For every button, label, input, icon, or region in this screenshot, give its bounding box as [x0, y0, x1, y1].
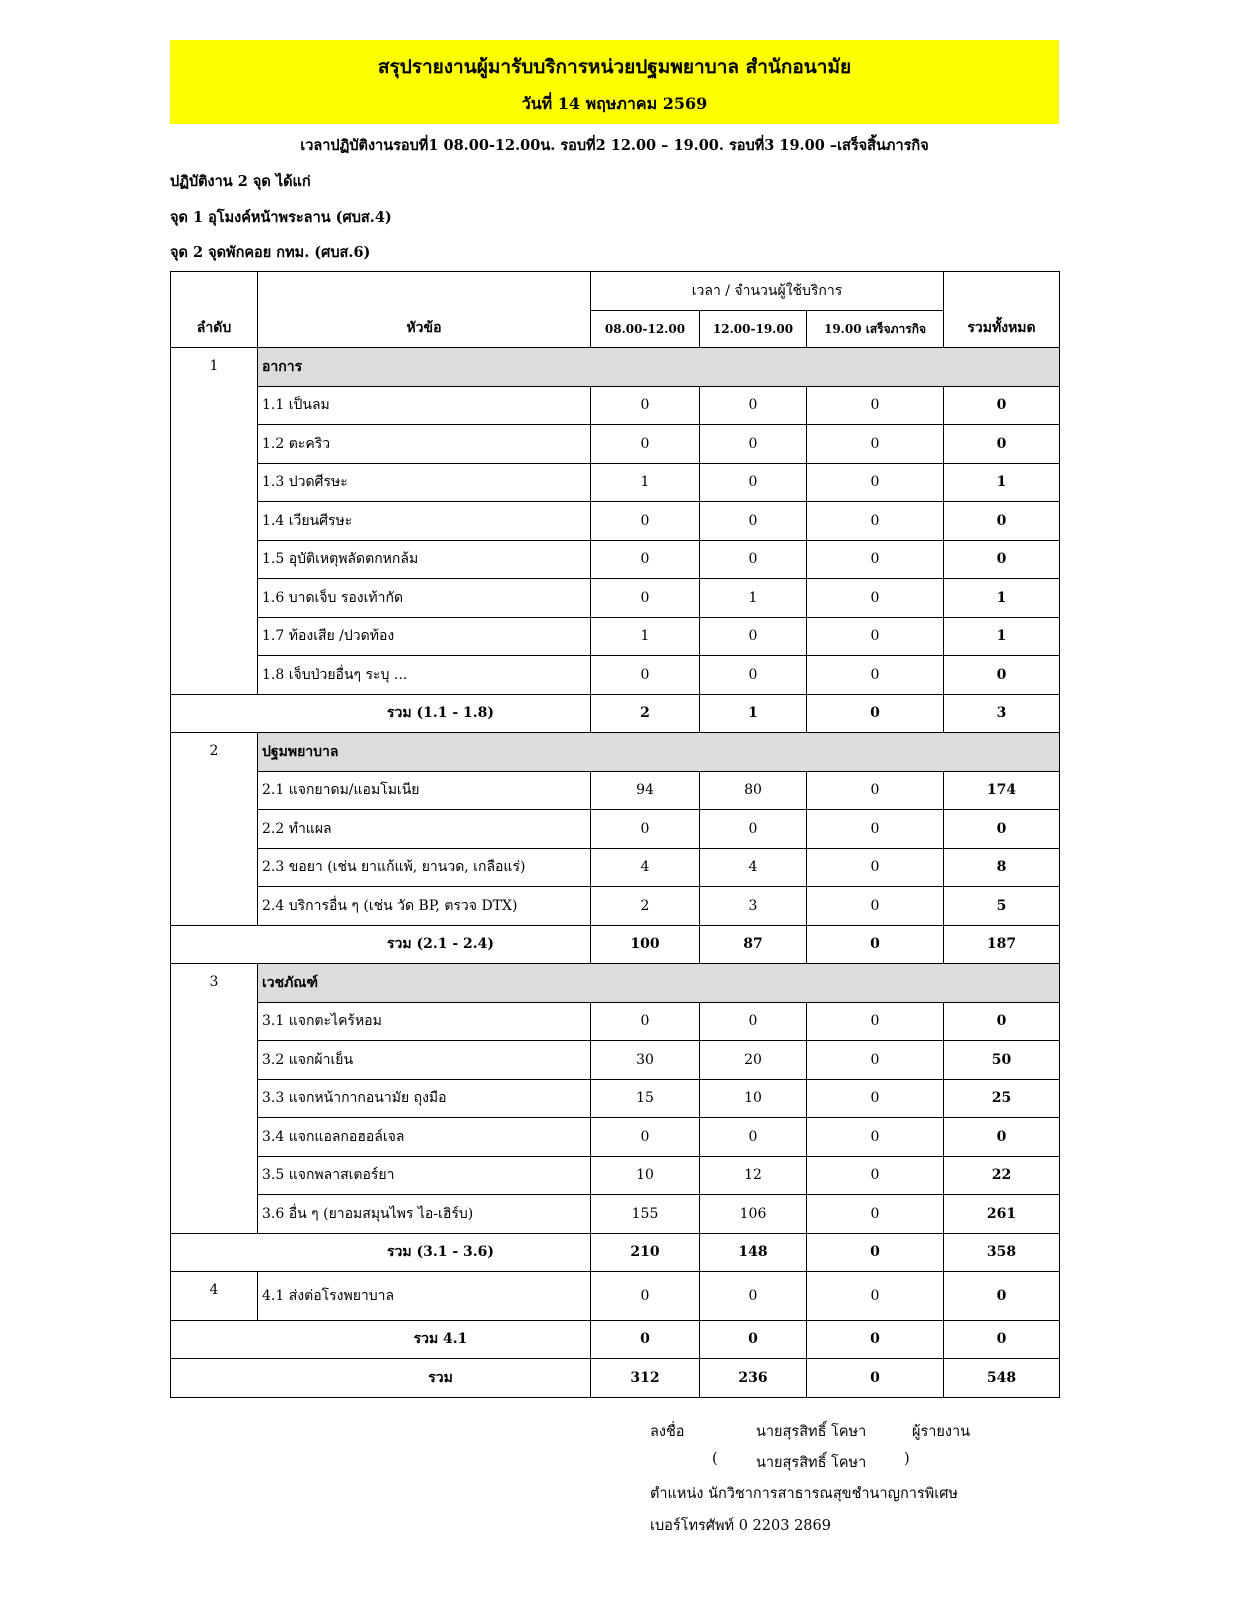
subtotal-total: 358: [944, 1233, 1060, 1272]
row-p2: 80: [700, 771, 807, 810]
row-total: 261: [944, 1195, 1060, 1234]
row-total: 0: [944, 810, 1060, 849]
section-index: 2: [171, 733, 258, 926]
report-table-body: [171, 348, 1060, 1398]
subtotal-total: 0: [944, 1320, 1060, 1359]
row-p3: 0: [807, 1002, 944, 1041]
section-title: อาการ: [258, 348, 1060, 387]
row-p1: 0: [591, 540, 700, 579]
row-p2: 20: [700, 1041, 807, 1080]
row-label: 1.1 เป็นลม: [258, 386, 591, 425]
row-p1: 30: [591, 1041, 700, 1080]
row-p3: 0: [807, 1041, 944, 1080]
section-title: ปฐมพยาบาล: [258, 733, 1060, 772]
row-p2: 1: [700, 579, 807, 618]
subtotal-row: [171, 925, 1060, 964]
row-total: 50: [944, 1041, 1060, 1080]
row-total: 0: [944, 1272, 1060, 1321]
row-p1: 94: [591, 771, 700, 810]
row-total: 0: [944, 656, 1060, 695]
table-row: [171, 656, 1060, 695]
table-row: [171, 617, 1060, 656]
paren-close: ): [904, 1451, 910, 1467]
table-row: [171, 810, 1060, 849]
row-p3: 0: [807, 463, 944, 502]
row-p1: 0: [591, 810, 700, 849]
row-p1: 0: [591, 1002, 700, 1041]
header-total: รวมทั้งหมด: [944, 272, 1060, 348]
table-row: [171, 463, 1060, 502]
subtotal-total: 187: [944, 925, 1060, 964]
section-index: 4: [171, 1272, 258, 1321]
row-p3: 0: [807, 502, 944, 541]
row-p2: 0: [700, 386, 807, 425]
reporter-role: ผู้รายงาน: [912, 1424, 971, 1440]
row-p2: 12: [700, 1156, 807, 1195]
table-row: [171, 579, 1060, 618]
row-p2: 0: [700, 810, 807, 849]
grand-total-p3: 0: [807, 1359, 944, 1398]
row-p2: 0: [700, 1118, 807, 1157]
section-header-row: [171, 964, 1060, 1003]
subtotal-label: รวม (3.1 - 3.6): [171, 1233, 591, 1272]
grand-total-row: [171, 1359, 1060, 1398]
row-total: 5: [944, 887, 1060, 926]
row-p2: 0: [700, 1002, 807, 1041]
row-label: 3.1 แจกตะไคร้หอม: [258, 1002, 591, 1041]
grand-total-total: 548: [944, 1359, 1060, 1398]
row-p3: 0: [807, 1079, 944, 1118]
row-label: 1.3 ปวดศีรษะ: [258, 463, 591, 502]
table-row: [171, 540, 1060, 579]
subtotal-row: [171, 1320, 1060, 1359]
row-p1: 1: [591, 617, 700, 656]
row-label: 3.2 แจกผ้าเย็น: [258, 1041, 591, 1080]
header-period-1: 08.00-12.00: [591, 311, 700, 348]
row-label: 3.6 อื่น ๆ (ยาอมสมุนไพร ไอ-เฮิร์บ): [258, 1195, 591, 1234]
table-row: [171, 386, 1060, 425]
reporter-phone: เบอร์โทรศัพท์ 0 2203 2869: [650, 1518, 831, 1534]
row-total: 0: [944, 540, 1060, 579]
row-p3: 0: [807, 425, 944, 464]
row-p1: 0: [591, 1118, 700, 1157]
row-label: 1.8 เจ็บป่วยอื่นๆ ระบุ ...: [258, 656, 591, 695]
table-row: [171, 425, 1060, 464]
row-label: 3.5 แจกพลาสเตอร์ยา: [258, 1156, 591, 1195]
grand-total-p1: 312: [591, 1359, 700, 1398]
subtotal-row: [171, 694, 1060, 733]
subtotal-total: 3: [944, 694, 1060, 733]
row-total: 25: [944, 1079, 1060, 1118]
row-total: 174: [944, 771, 1060, 810]
table-row: [171, 1002, 1060, 1041]
subtotal-p2: 87: [700, 925, 807, 964]
reporter-name: นายสุรสิทธิ์ โคษา: [756, 1424, 867, 1440]
row-total: 0: [944, 1002, 1060, 1041]
header-period-3: 19.00 เสร็จภารกิจ: [807, 311, 944, 348]
paren-open: (: [712, 1451, 718, 1467]
row-p3: 0: [807, 1195, 944, 1234]
row-total: 22: [944, 1156, 1060, 1195]
section-title: เวชภัณฑ์: [258, 964, 1060, 1003]
row-p1: 0: [591, 579, 700, 618]
row-p2: 10: [700, 1079, 807, 1118]
row-p3: 0: [807, 579, 944, 618]
row-p1: 0: [591, 386, 700, 425]
report-date: วันที่ 14 พฤษภาคม 2569: [521, 94, 708, 113]
point-2: จุด 2 จุดพักคอย กทม. (ศบส.6): [170, 244, 371, 261]
table-row: [171, 1079, 1060, 1118]
row-total: 1: [944, 617, 1060, 656]
grand-total-label: รวม: [171, 1359, 591, 1398]
subtotal-label: รวม (2.1 - 2.4): [171, 925, 591, 964]
row-p1: 15: [591, 1079, 700, 1118]
header-index: ลำดับ: [171, 272, 258, 348]
row-label: 2.4 บริการอื่น ๆ (เช่น วัด BP, ตรวจ DTX): [258, 887, 591, 926]
grand-total-p2: 236: [700, 1359, 807, 1398]
table-row: [171, 1156, 1060, 1195]
subtotal-p3: 0: [807, 1320, 944, 1359]
subtotal-label: รวม (1.1 - 1.8): [171, 694, 591, 733]
row-total: 0: [944, 386, 1060, 425]
row-p2: 0: [700, 425, 807, 464]
schedule-text: เวลาปฏิบัติงานรอบที่1 08.00-12.00น. รอบที่2 12.00 – 19.00. รอบที่3 19.00 –เสร็จสิ้นภารกิจ: [300, 137, 929, 154]
row-p2: 0: [700, 463, 807, 502]
row-p3: 0: [807, 1272, 944, 1321]
subtotal-p2: 1: [700, 694, 807, 733]
report-table: [170, 271, 1060, 1398]
section-header-row: [171, 348, 1060, 387]
row-total: 0: [944, 425, 1060, 464]
header-time-group: เวลา / จำนวนผู้ใช้บริการ: [591, 272, 944, 311]
row-total: 0: [944, 1118, 1060, 1157]
row-p1: 0: [591, 502, 700, 541]
table-row: [171, 887, 1060, 926]
row-p2: 0: [700, 617, 807, 656]
row-p1: 0: [591, 656, 700, 695]
row-p2: 4: [700, 848, 807, 887]
table-row: [171, 1272, 1060, 1321]
table-row: [171, 848, 1060, 887]
row-p2: 106: [700, 1195, 807, 1234]
row-p2: 0: [700, 502, 807, 541]
row-label: 1.5 อุบัติเหตุพลัดตกหกล้ม: [258, 540, 591, 579]
subtotal-p3: 0: [807, 1233, 944, 1272]
row-p3: 0: [807, 848, 944, 887]
row-label: 1.2 ตะคริว: [258, 425, 591, 464]
row-label: 1.4 เวียนศีรษะ: [258, 502, 591, 541]
reporter-position: ตำแหน่ง นักวิชาการสาธารณสุขชำนาญการพิเศษ: [650, 1486, 958, 1502]
row-p2: 0: [700, 656, 807, 695]
row-label: 1.7 ท้องเสีย /ปวดท้อง: [258, 617, 591, 656]
row-label: 1.6 บาดเจ็บ รองเท้ากัด: [258, 579, 591, 618]
row-p3: 0: [807, 887, 944, 926]
section-index: 3: [171, 964, 258, 1234]
row-p1: 10: [591, 1156, 700, 1195]
row-total: 8: [944, 848, 1060, 887]
subtotal-row: [171, 1233, 1060, 1272]
row-p3: 0: [807, 771, 944, 810]
section-index: 1: [171, 348, 258, 695]
row-p3: 0: [807, 617, 944, 656]
section-header-row: [171, 733, 1060, 772]
row-label: 2.3 ขอยา (เช่น ยาแก้แพ้, ยานวด, เกลือแร่): [258, 848, 591, 887]
subtotal-p3: 0: [807, 694, 944, 733]
table-row: [171, 502, 1060, 541]
subtotal-p1: 2: [591, 694, 700, 733]
sign-label: ลงชื่อ: [650, 1424, 685, 1440]
row-label: 4.1 ส่งต่อโรงพยาบาล: [258, 1272, 591, 1321]
row-p2: 0: [700, 1272, 807, 1321]
row-p2: 0: [700, 540, 807, 579]
subtotal-p2: 148: [700, 1233, 807, 1272]
row-p3: 0: [807, 386, 944, 425]
report-title: สรุปรายงานผู้มารับบริการหน่วยปฐมพยาบาล สำนักอนามัย: [377, 56, 852, 78]
row-label: 3.4 แจกแอลกอฮอล์เจล: [258, 1118, 591, 1157]
subtotal-p3: 0: [807, 925, 944, 964]
row-p3: 0: [807, 540, 944, 579]
points-intro: ปฏิบัติงาน 2 จุด ได้แก่: [170, 173, 311, 190]
table-row: [171, 771, 1060, 810]
subtotal-p1: 0: [591, 1320, 700, 1359]
row-p3: 0: [807, 656, 944, 695]
subtotal-p1: 100: [591, 925, 700, 964]
table-row: [171, 1118, 1060, 1157]
row-p1: 2: [591, 887, 700, 926]
row-p1: 0: [591, 1272, 700, 1321]
table-row: [171, 1041, 1060, 1080]
row-p1: 155: [591, 1195, 700, 1234]
row-p3: 0: [807, 1156, 944, 1195]
report-header-banner: [170, 40, 1059, 124]
row-p1: 0: [591, 425, 700, 464]
header-period-2: 12.00-19.00: [700, 311, 807, 348]
row-total: 0: [944, 502, 1060, 541]
header-topic: หัวข้อ: [258, 272, 591, 348]
row-p3: 0: [807, 810, 944, 849]
row-p3: 0: [807, 1118, 944, 1157]
subtotal-label: รวม 4.1: [171, 1320, 591, 1359]
table-row: [171, 1195, 1060, 1234]
row-label: 2.2 ทำแผล: [258, 810, 591, 849]
row-label: 3.3 แจกหน้ากากอนามัย ถุงมือ: [258, 1079, 591, 1118]
point-1: จุด 1 อุโมงค์หน้าพระลาน (ศบส.4): [170, 209, 392, 226]
subtotal-p1: 210: [591, 1233, 700, 1272]
row-p2: 3: [700, 887, 807, 926]
row-total: 1: [944, 579, 1060, 618]
subtotal-p2: 0: [700, 1320, 807, 1359]
reporter-name-paren: นายสุรสิทธิ์ โคษา: [756, 1455, 867, 1471]
row-p1: 1: [591, 463, 700, 502]
row-p1: 4: [591, 848, 700, 887]
row-total: 1: [944, 463, 1060, 502]
row-label: 2.1 แจกยาดม/แอมโมเนีย: [258, 771, 591, 810]
